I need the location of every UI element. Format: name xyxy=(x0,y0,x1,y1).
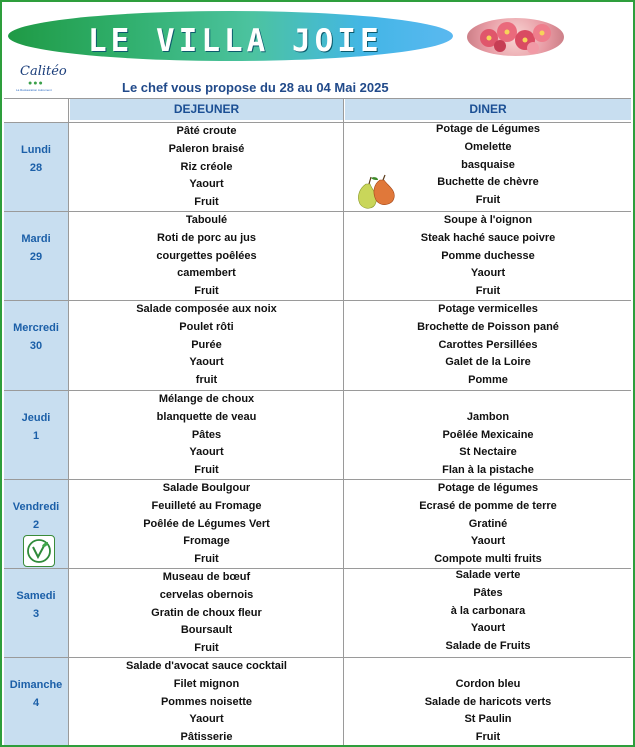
dish: Paleron braisé xyxy=(168,142,245,155)
dish xyxy=(345,391,631,409)
day-name: Jeudi xyxy=(21,412,51,424)
day-cell-samedi xyxy=(4,569,68,657)
dish: Mélange de choux xyxy=(158,393,255,405)
dish: Buchette de chèvre xyxy=(437,176,539,189)
dish: basquaise xyxy=(461,158,515,171)
dish: Salade d'avocat sauce cocktail xyxy=(126,660,287,672)
dish: Yaourt xyxy=(189,713,224,726)
day-cell-mardi xyxy=(4,212,68,300)
dish: Roti de porc au jus xyxy=(156,231,256,244)
day-name: Vendredi xyxy=(12,501,60,513)
day-cell-jeudi xyxy=(4,391,68,479)
dinner-cell xyxy=(345,212,631,301)
dinner-cell xyxy=(345,391,631,480)
dish: Fruit xyxy=(194,642,219,655)
dish: Gratiné xyxy=(468,517,508,530)
dish: Compote multi fruits xyxy=(434,553,542,566)
day-name: Samedi xyxy=(16,590,56,602)
dish: Boursault xyxy=(180,624,233,637)
dinner-cell xyxy=(345,301,631,390)
dish: Salade de haricots verts xyxy=(424,695,552,708)
dish xyxy=(345,658,631,676)
lunch-cell xyxy=(70,301,343,390)
dish: Yaourt xyxy=(189,356,224,369)
dish: Yaourt xyxy=(189,178,224,191)
day-number: 29 xyxy=(29,251,43,263)
dish: Filet mignon xyxy=(173,677,240,690)
lunch-cell xyxy=(70,658,343,747)
dish: Flan à la pistache xyxy=(442,464,534,477)
day-name: Mardi xyxy=(21,233,51,245)
dish: Salade composée aux noix xyxy=(136,303,277,315)
dish: Potage vermicelles xyxy=(438,303,538,315)
dish: St Nectaire xyxy=(459,446,517,459)
day-name: Mercredi xyxy=(13,322,59,334)
day-number: 1 xyxy=(32,430,40,442)
dish: Fruit xyxy=(194,464,219,477)
day-cell-dimanche xyxy=(4,658,68,747)
dish: Ecrasé de pomme de terre xyxy=(419,499,557,512)
dinner-cell xyxy=(345,658,631,747)
day-number: 2 xyxy=(32,519,40,531)
dish: Carottes Persillées xyxy=(438,338,538,351)
dish: Yaourt xyxy=(470,535,506,548)
title-banner xyxy=(8,11,453,61)
lunch-cell xyxy=(70,480,343,569)
lunch-column-header: DEJEUNER xyxy=(70,98,343,120)
day-cell-mercredi xyxy=(4,301,68,390)
logo-name: Calitéo xyxy=(20,64,67,79)
lunch-cell xyxy=(70,391,343,480)
dish: Poêlée Mexicaine xyxy=(442,428,534,441)
dish: Yaourt xyxy=(189,446,224,459)
dish: Purée xyxy=(191,338,222,351)
pear-icon xyxy=(354,174,398,210)
dish: camembert xyxy=(177,267,236,280)
dish: Omelette xyxy=(464,140,512,153)
dish: à la carbonara xyxy=(450,604,526,617)
menu-subtitle: Le chef vous propose du 28 au 04 Mai 2025 xyxy=(122,80,389,95)
dish: courgettes poêlées xyxy=(156,249,257,262)
dish: Salade Boulgour xyxy=(162,482,251,494)
logo-dots-icon: ●●● xyxy=(28,80,44,87)
dish: Soupe à l'oignon xyxy=(443,214,533,226)
vegetarian-icon xyxy=(23,535,55,567)
dish: Pommes noisette xyxy=(160,695,253,708)
dish: Fruit xyxy=(194,196,219,209)
day-number: 30 xyxy=(29,340,43,352)
dish: Poulet rôti xyxy=(179,320,234,333)
dish: Galet de la Loire xyxy=(445,356,531,369)
dish: Salade verte xyxy=(455,569,521,581)
dish: Fruit xyxy=(194,553,219,566)
lunch-cell xyxy=(70,123,343,212)
dish: Salade de Fruits xyxy=(445,640,531,653)
logo-tagline: La Restauration Autrement xyxy=(16,88,52,92)
day-number: 4 xyxy=(32,697,40,709)
dish: Pâtes xyxy=(473,586,503,599)
dish: Gratin de choux fleur xyxy=(151,606,262,619)
dish: fruit xyxy=(195,374,218,387)
dish: Taboulé xyxy=(185,214,228,226)
lunch-cell xyxy=(70,212,343,301)
dish: Steak haché sauce poivre xyxy=(420,231,556,244)
dish: Fromage xyxy=(183,535,230,548)
dish: Brochette de Poisson pané xyxy=(417,320,559,333)
dish: blanquette de veau xyxy=(156,410,257,423)
dish: Fruit xyxy=(475,285,501,298)
dish: Pâtisserie xyxy=(180,731,233,744)
dish: Pâté croute xyxy=(176,125,237,137)
dish: Pomme duchesse xyxy=(441,249,535,262)
day-cell-lundi xyxy=(4,123,68,211)
dish: Yaourt xyxy=(470,267,506,280)
dish: Fruit xyxy=(475,731,501,744)
dinner-cell xyxy=(345,567,631,656)
dish: Poêlée de Légumes Vert xyxy=(143,517,270,530)
dish: Fruit xyxy=(194,285,219,298)
dish: Riz créole xyxy=(180,160,233,173)
page-title: LE VILLA JOIE xyxy=(88,23,383,59)
column-divider xyxy=(343,98,344,747)
dish: Feuilleté au Fromage xyxy=(151,499,262,512)
day-number: 28 xyxy=(29,162,43,174)
dish: Museau de bœuf xyxy=(162,571,251,583)
dish: Potage de Légumes xyxy=(436,123,540,135)
dish: cervelas obernois xyxy=(159,588,254,601)
dish: Pomme xyxy=(468,374,508,387)
dinner-column-header: DINER xyxy=(345,98,631,120)
dish: Potage de légumes xyxy=(437,482,539,494)
day-name: Lundi xyxy=(21,144,51,156)
row-divider xyxy=(4,98,631,99)
caliteo-logo xyxy=(16,64,86,94)
day-name: Dimanche xyxy=(9,679,63,691)
dish: St Paulin xyxy=(464,713,512,726)
dish: Cordon bleu xyxy=(455,677,521,690)
column-divider xyxy=(68,98,69,747)
dinner-cell xyxy=(345,480,631,569)
dish: Fruit xyxy=(475,194,501,207)
lunch-cell xyxy=(70,569,343,658)
dish: Yaourt xyxy=(470,622,506,635)
day-number: 3 xyxy=(32,608,40,620)
dish: Jambon xyxy=(466,410,510,423)
flowers-image xyxy=(467,18,564,56)
dish: Pâtes xyxy=(191,428,222,441)
